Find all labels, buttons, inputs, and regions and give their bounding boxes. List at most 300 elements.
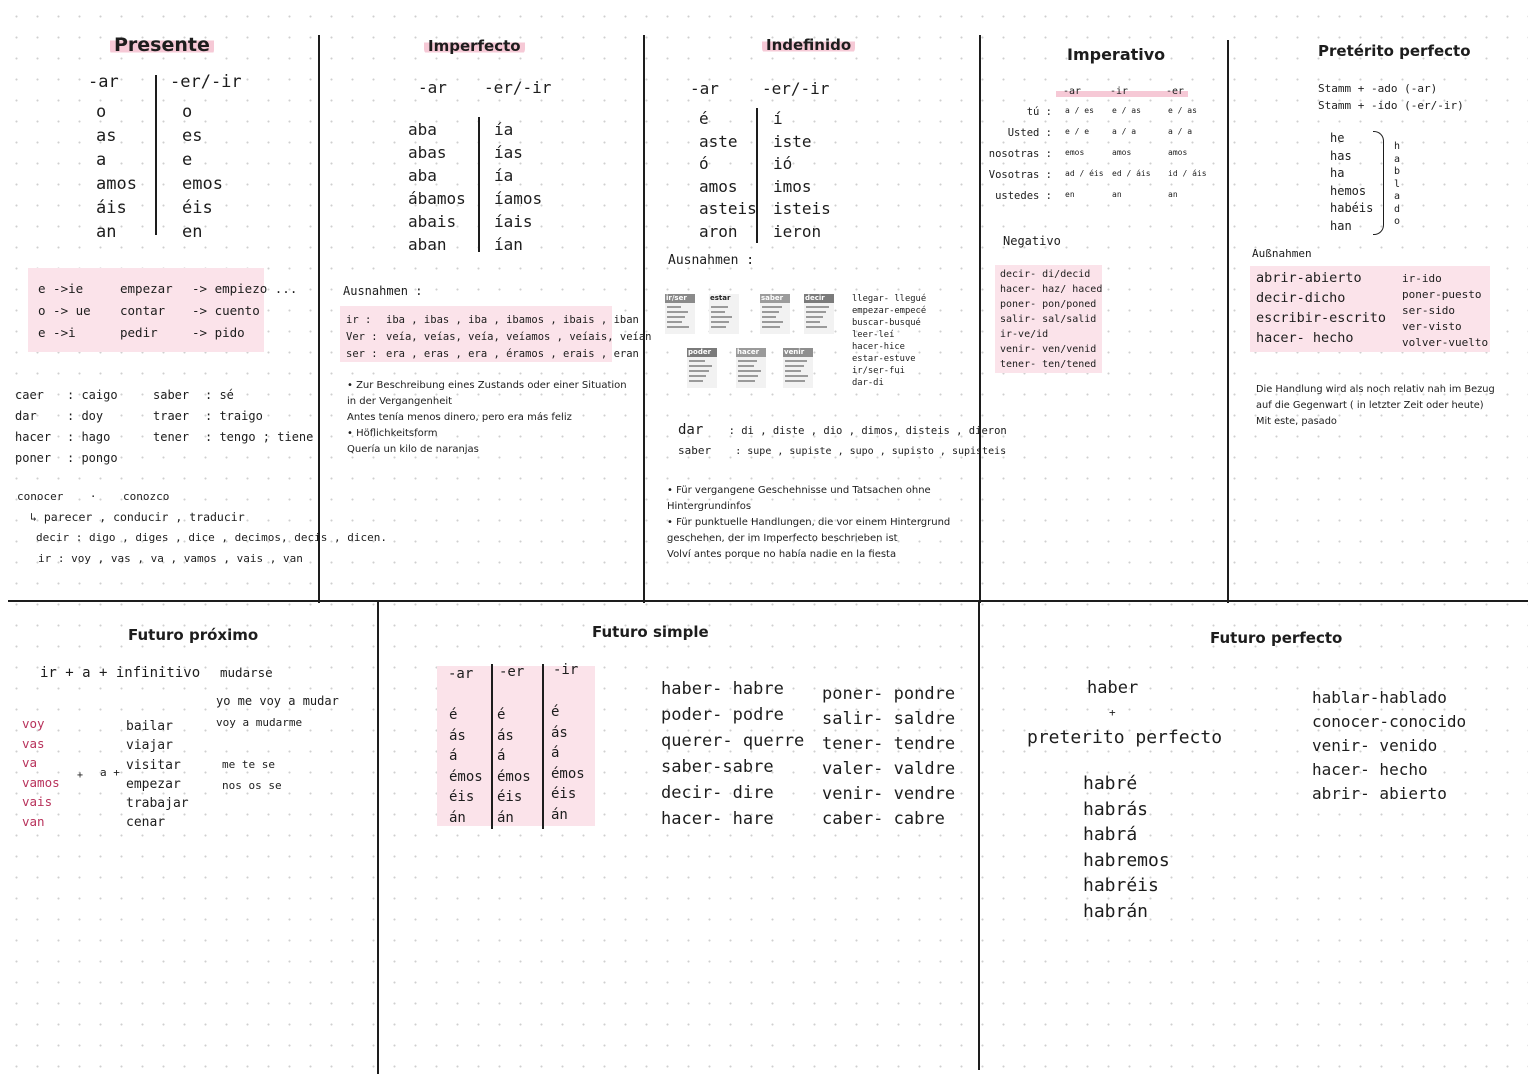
divider-6 — [978, 602, 980, 1070]
ending: ías — [494, 143, 523, 162]
note-line: • Für vergangene Geschehnisse und Tatsachen ohne — [667, 485, 931, 496]
ending: a — [96, 150, 107, 170]
imperativo-ending: emos — [1065, 148, 1085, 157]
exception-verb: Ver : — [346, 331, 378, 343]
imperfecto-notes — [347, 378, 627, 458]
thumbnail-line — [667, 311, 688, 313]
ending: e — [182, 150, 193, 170]
side-letter: a — [1394, 153, 1401, 165]
spelling-change: empezar-empecé — [852, 306, 927, 316]
irregular-form: : pongo — [67, 451, 118, 465]
fpf-participles — [1312, 686, 1466, 806]
dar-line: dar : di , diste , dio , dimos, disteis , dieron — [678, 422, 1007, 438]
note-line: Volví antes porque no había nadie en la fiesta — [667, 549, 897, 560]
irregular-stem: querer- querre — [661, 731, 805, 751]
ending: aron — [699, 221, 738, 241]
indefinido-spelling-changes — [852, 293, 926, 389]
imperativo-ending: an — [1168, 190, 1178, 199]
fs-head-ir: -ir — [553, 662, 579, 678]
spelling-change: llegar- llegué — [852, 294, 927, 304]
stem-result: -> pido — [192, 325, 245, 340]
conjugation-thumbnail — [804, 294, 834, 334]
thumbnail-line — [738, 360, 757, 362]
ending: í — [773, 109, 783, 128]
ending: aste — [699, 131, 738, 151]
imperativo-ending: an — [1112, 190, 1122, 199]
haber-future-form: habréis — [1083, 875, 1159, 896]
spelling-change: estar-estuve — [852, 354, 916, 364]
conjugation-thumbnail — [783, 348, 813, 388]
ending: ó — [699, 154, 709, 173]
thumbnail-line — [806, 311, 826, 313]
participle: conocer-conocido — [1312, 712, 1467, 731]
ending: amos — [96, 174, 137, 194]
stamm-line: Stamm + -ido (-er/-ir) — [1318, 99, 1464, 112]
stem-result: -> empiezo ... — [192, 281, 298, 296]
fp-verbs — [126, 717, 189, 833]
stamm-line: Stamm + -ado (-ar) — [1318, 82, 1438, 95]
thumbnail-line — [785, 370, 801, 372]
imperativo-title: Imperativo — [1067, 45, 1166, 64]
imperativo-ending: a / a — [1112, 127, 1137, 136]
ending: aba — [408, 166, 437, 185]
stem-rule: e ->i — [38, 325, 76, 340]
ending: é — [497, 707, 506, 723]
imperativo-ending: e / e — [1065, 127, 1090, 136]
presente-er-endings — [182, 100, 223, 244]
irregular-verb: dar — [15, 409, 37, 423]
irregular-row — [15, 385, 313, 406]
participle-exception: ser-sido — [1402, 304, 1455, 317]
thumbnail-line — [711, 316, 732, 318]
ending: es — [182, 126, 203, 146]
irregular-verb — [153, 448, 205, 469]
imperfecto-bar — [478, 117, 480, 252]
negativo-label: Negativo — [1003, 234, 1061, 248]
haber-form: has — [1330, 148, 1352, 163]
irregular-stem: salir- saldre — [822, 709, 956, 729]
thumbnail-line — [785, 375, 808, 377]
exception-forms: era , eras , era , éramos , erais , eran — [386, 348, 639, 360]
irregular-stem: tener- tendre — [822, 734, 956, 754]
thumbnail-line — [689, 370, 709, 372]
conjugation-thumbnail — [687, 348, 717, 388]
pp-brace — [1373, 131, 1384, 235]
infinitive: bailar — [126, 719, 173, 734]
ending: an — [96, 222, 117, 242]
negativo-item: tener- ten/tened — [1000, 359, 1097, 370]
imperativo-ending: ad / éis — [1065, 169, 1104, 178]
imperativo-ending: a / a — [1168, 127, 1193, 136]
ending: é — [551, 704, 560, 720]
haber-future-form: habrán — [1083, 900, 1149, 922]
conjugation-thumbnail — [760, 294, 790, 334]
divider-3 — [979, 35, 981, 603]
ending: iste — [773, 131, 812, 151]
ending: ió — [773, 154, 793, 173]
indefinido-head-er: -er/-ir — [762, 79, 830, 98]
side-letter: h — [1394, 141, 1401, 152]
thumbnail-line — [806, 321, 820, 323]
thumbnail-line — [806, 306, 829, 308]
horizontal-divider — [8, 600, 1528, 602]
irregular-stem: decir- dire — [661, 783, 774, 803]
imperfecto-er-endings — [494, 118, 542, 256]
irregular-stem: venir- vendre — [822, 784, 956, 804]
ending: ían — [494, 235, 523, 254]
imperativo-ending: e / as — [1112, 106, 1141, 115]
ending: éis — [551, 786, 577, 802]
thumbnail-line — [738, 380, 755, 382]
participle: hacer- hecho — [1312, 760, 1428, 779]
irregular-row — [15, 406, 313, 427]
irregular-stem: haber- habre — [661, 679, 784, 699]
participle-exception: volver-vuelto — [1402, 336, 1489, 349]
ending: ía — [494, 166, 514, 185]
note-line: geschehen, der im Imperfecto beschrieben ist — [667, 533, 898, 544]
imperfecto-exceptions — [346, 312, 652, 363]
thumbnail-title: hacer — [736, 348, 766, 357]
irregular-form: : doy — [67, 409, 104, 423]
thumbnail-line — [667, 316, 685, 318]
imperativo-header: -ar — [1063, 86, 1082, 97]
haber-future-form: habremos — [1083, 849, 1170, 871]
stem-rule: o -> ue — [38, 303, 91, 318]
fp-ir-forms — [22, 714, 60, 831]
thumbnail-title: decir — [804, 294, 834, 303]
exception-forms: iba , ibas , iba , ibamos , ibais , iban — [386, 314, 639, 326]
infinitive: trabajar — [126, 796, 189, 812]
ending: emos — [182, 174, 223, 194]
thumbnail-title: venir — [783, 348, 813, 357]
thumbnail-line — [689, 360, 705, 362]
imperfecto-head-er: -er/-ir — [484, 78, 552, 97]
thumbnail-title: ir/ser — [665, 294, 695, 303]
thumbnail-line — [689, 380, 703, 382]
thumbnail-line — [738, 365, 754, 367]
irregular-form: : sé — [205, 388, 234, 402]
ir-form: vas — [22, 735, 45, 751]
divider-5 — [377, 602, 379, 1074]
stem-change-row — [38, 322, 297, 344]
irregular-row — [15, 448, 313, 469]
haber-future-form: habrás — [1083, 798, 1149, 820]
ending: émos — [449, 768, 483, 785]
infinitive: viajar — [126, 738, 173, 754]
side-letter: b — [1394, 166, 1401, 177]
fs-irregular-left — [661, 676, 804, 832]
imperfecto-ausnahmen: Ausnahmen : — [343, 284, 423, 298]
ending: á — [497, 748, 506, 764]
note-line: auf die Gegenwart ( in letzter Zeit oder heute) — [1256, 400, 1484, 411]
irregular-form: : traigo — [205, 409, 263, 423]
irregular-form: : tengo ; tiene — [205, 430, 314, 444]
fpf-forms — [1083, 771, 1170, 924]
thumbnail-line — [689, 375, 706, 377]
ending: íais — [494, 212, 533, 231]
participle-exception: ir-ido — [1402, 272, 1442, 285]
participle: hablar-hablado — [1312, 688, 1447, 707]
presente-head-ar: -ar — [88, 72, 119, 92]
irregular-stem: valer- valdre — [822, 759, 956, 779]
negativo-list — [1000, 267, 1102, 372]
infinitive: empezar — [126, 776, 181, 792]
irregular-stem: saber-sabre — [661, 757, 774, 777]
note-line: Quería un kilo de naranjas — [347, 444, 479, 455]
saber-line: saber : supe , supiste , supo , supisto , supisteis — [678, 444, 1007, 457]
negativo-item: ir-ve/id — [1000, 329, 1049, 340]
fs-er-endings — [497, 705, 531, 828]
indefinido-ar-endings — [699, 108, 757, 243]
irregular-verb: poner — [15, 451, 52, 465]
imperativo-person: ustedes : — [995, 190, 1052, 202]
irregular-verb: caer — [15, 388, 44, 402]
pp-ausnahmen: Außnahmen — [1252, 247, 1312, 260]
ending: án — [497, 809, 514, 826]
ending: émos — [551, 765, 585, 782]
ending: á — [449, 748, 458, 764]
presente-head-er: -er/-ir — [170, 72, 242, 92]
irregular-verb: hacer — [15, 430, 52, 444]
fp-example1: yo me voy a mudar — [216, 694, 339, 708]
fs-irregular-right — [822, 682, 955, 832]
side-letter: o — [1394, 216, 1401, 227]
ending: íamos — [494, 189, 543, 208]
pp-haber-forms — [1330, 130, 1373, 235]
thumbnail-line — [806, 316, 823, 318]
ending: aba — [408, 120, 437, 139]
side-letter: d — [1394, 203, 1401, 215]
presente-title: Presente — [110, 34, 214, 56]
stem-rule: e ->ie — [38, 281, 84, 296]
presente-stem-changes — [38, 278, 297, 344]
exception-row — [346, 346, 652, 363]
thumbnail-line — [711, 326, 726, 328]
pp-exceptions-left — [1256, 268, 1386, 348]
imperativo-ending: e / as — [1168, 106, 1197, 115]
stem-example: pedir — [120, 325, 158, 340]
imperativo-person: Vosotras : — [988, 169, 1052, 181]
ir-form: voy — [22, 716, 45, 731]
conocer-label: conocer · conozco — [17, 490, 170, 503]
infinitive: cenar — [126, 815, 166, 831]
note-line: Hintergrundinfos — [667, 501, 752, 512]
irregular-stem: poder- podre — [661, 705, 784, 725]
ending: ás — [449, 727, 466, 744]
thumbnail-line — [785, 380, 805, 382]
fpf-plus: + — [1109, 706, 1116, 719]
exception-row — [346, 312, 652, 329]
irregular-row — [15, 427, 313, 448]
thumbnail-line — [667, 306, 681, 308]
thumbnail-line — [785, 365, 804, 367]
ending: o — [96, 102, 107, 122]
participle-exception: decir-dicho — [1256, 290, 1346, 306]
futuro-proximo-formula: ir + a + infinitivo — [40, 665, 201, 681]
indefinido-er-endings — [773, 108, 831, 243]
conjugation-thumbnail — [736, 348, 766, 388]
spelling-change: dar-di — [852, 378, 884, 388]
imperativo-ending: en — [1065, 190, 1075, 199]
fpf-haber: haber — [1087, 678, 1139, 698]
thumbnail-title: poder — [687, 348, 717, 357]
conjugation-thumbnail — [709, 294, 739, 334]
note-line: • Zur Beschreibung eines Zustands oder einer Situation — [347, 380, 627, 391]
irregular-verb: tener — [153, 430, 190, 444]
thumbnail-line — [667, 326, 689, 328]
irregular-form: : hago — [67, 430, 111, 444]
negativo-item: venir- ven/venid — [1000, 344, 1097, 355]
thumbnail-line — [667, 321, 682, 323]
presente-bar — [155, 75, 157, 235]
spelling-change: ir/ser-fui — [852, 366, 905, 376]
fp-a: a + — [100, 766, 120, 779]
imperativo-header: -er — [1166, 86, 1185, 97]
imperfecto-ar-endings — [408, 118, 466, 256]
ending: é — [449, 707, 458, 723]
ir-form: vamos — [22, 774, 60, 790]
ending: ábamos — [408, 189, 466, 208]
thumbnail-line — [762, 316, 776, 318]
ir-form: vais — [22, 794, 53, 809]
fp-pron2: nos os se — [222, 779, 282, 792]
fp-example2: voy a mudarme — [216, 716, 303, 729]
participle-exception: escribir-escrito — [1256, 310, 1387, 326]
thumbnail-line — [785, 360, 807, 362]
thumbnail-line — [738, 370, 761, 372]
exception-verb: ir : — [346, 314, 372, 326]
participle-exception: abrir-abierto — [1256, 270, 1362, 286]
thumbnail-title: saber — [760, 294, 790, 303]
pp-notes — [1256, 382, 1495, 430]
fs-head-ar: -ar — [448, 666, 474, 682]
ending: éis — [182, 198, 213, 218]
irregular-stem: poner- pondre — [822, 684, 956, 704]
note-line: Antes tenía menos dinero, pero era más feliz — [347, 412, 572, 423]
imperativo-ending: ed / áis — [1112, 169, 1151, 178]
indefinido-ausnahmen: Ausnahmen : — [668, 253, 755, 268]
imperativo-ending: a / es — [1065, 106, 1094, 115]
thumbnail-line — [711, 321, 729, 323]
fs-ir-endings — [551, 702, 585, 825]
imperativo-header: -ir — [1110, 86, 1129, 97]
ending: abas — [408, 143, 447, 162]
imperativo-person: tú : — [1026, 106, 1052, 118]
haber-form: hemos — [1330, 183, 1367, 198]
ending: amos — [699, 176, 738, 196]
ending: abais — [408, 212, 457, 231]
imperativo-ending: id / áis — [1168, 169, 1207, 178]
ending: áis — [96, 198, 127, 218]
stem-change-row — [38, 278, 297, 300]
ending: án — [449, 809, 466, 826]
stem-example: contar — [120, 303, 166, 318]
indefinido-title: Indefinido — [762, 36, 855, 54]
ending: án — [551, 806, 568, 823]
thumbnail-line — [806, 326, 827, 328]
thumbnail-title: estar — [710, 294, 731, 302]
pp-side-letters — [1394, 141, 1400, 229]
imperativo-person: Usted : — [1007, 127, 1052, 139]
futuro-proximo-title: Futuro próximo — [128, 626, 259, 644]
ending: á — [551, 745, 560, 761]
ending: éis — [497, 789, 523, 805]
fs-bar-1 — [491, 664, 493, 829]
presente-irregulars — [15, 385, 313, 469]
haber-form: habéis — [1330, 201, 1374, 215]
haber-form: han — [1330, 218, 1352, 233]
preterito-title: Pretérito perfecto — [1318, 42, 1471, 60]
thumbnail-line — [711, 306, 728, 308]
stem-example: empezar — [120, 281, 173, 296]
note-line: • Für punktuelle Handlungen, die vor einem Hintergrund — [667, 517, 951, 528]
side-letter: l — [1394, 178, 1401, 190]
note-line: in der Vergangenheit — [347, 396, 453, 407]
note-line: • Höflichkeitsform — [347, 428, 438, 439]
conjugation-thumbnail — [665, 294, 695, 334]
pp-stamm-lines — [1318, 80, 1464, 114]
note-line: Die Handlung wird als noch relativ nah im Bezug — [1256, 384, 1495, 395]
exception-forms: veía, veías, veía, veíamos , veíais, veían — [386, 331, 652, 343]
irregular-stem: hacer- hare — [661, 809, 774, 829]
haber-future-form: habré — [1083, 773, 1138, 794]
thumbnail-line — [762, 306, 782, 308]
imperativo-person: nosotras : — [988, 148, 1052, 160]
fp-pron1: me te se — [222, 758, 275, 771]
irregular-verb: saber — [153, 388, 190, 402]
participle-exception: ver-visto — [1402, 320, 1462, 333]
ending: éis — [449, 789, 475, 805]
side-letter: a — [1394, 191, 1401, 202]
fpf-pp: preterito perfecto — [1027, 727, 1223, 748]
decir-line: decir : digo , diges , dice , decimos, decis , dicen. — [36, 531, 387, 544]
ending: ía — [494, 120, 514, 139]
ending: é — [699, 109, 709, 128]
infinitive: visitar — [126, 757, 181, 773]
participle: abrir- abierto — [1312, 784, 1447, 803]
spelling-change: leer-leí — [852, 330, 895, 340]
divider-4 — [1227, 40, 1229, 603]
fs-head-er: -er — [499, 664, 525, 680]
spelling-change: buscar-busqué — [852, 318, 921, 328]
participle: venir- venido — [1312, 736, 1438, 755]
parecer-line: ↳ parecer , conducir , traducir — [30, 510, 245, 524]
thumbnail-line — [689, 365, 712, 367]
ending: émos — [497, 768, 531, 785]
imperfecto-head-ar: -ar — [418, 78, 447, 97]
ending: isteis — [773, 199, 831, 218]
futuro-simple-title: Futuro simple — [592, 623, 709, 641]
thumbnail-line — [762, 321, 783, 323]
negativo-item: hacer- haz/ haced — [1000, 284, 1103, 295]
haber-form: he — [1330, 131, 1345, 145]
haber-future-form: habrá — [1083, 824, 1138, 845]
ir-form: van — [22, 813, 45, 829]
ending: as — [96, 126, 117, 146]
fs-ar-endings — [449, 705, 483, 828]
ending: ieron — [773, 221, 822, 241]
spelling-change: hacer-hice — [852, 342, 905, 352]
ending: o — [182, 102, 193, 122]
fp-mudarse: mudarse — [220, 665, 273, 680]
ending: imos — [773, 176, 812, 196]
ending: ás — [551, 724, 568, 741]
imperativo-ending: amos — [1168, 148, 1188, 157]
ir-form: va — [22, 755, 38, 770]
exception-verb: ser : — [346, 348, 378, 360]
haber-form: ha — [1330, 166, 1345, 180]
imperfecto-title: Imperfecto — [424, 37, 525, 55]
